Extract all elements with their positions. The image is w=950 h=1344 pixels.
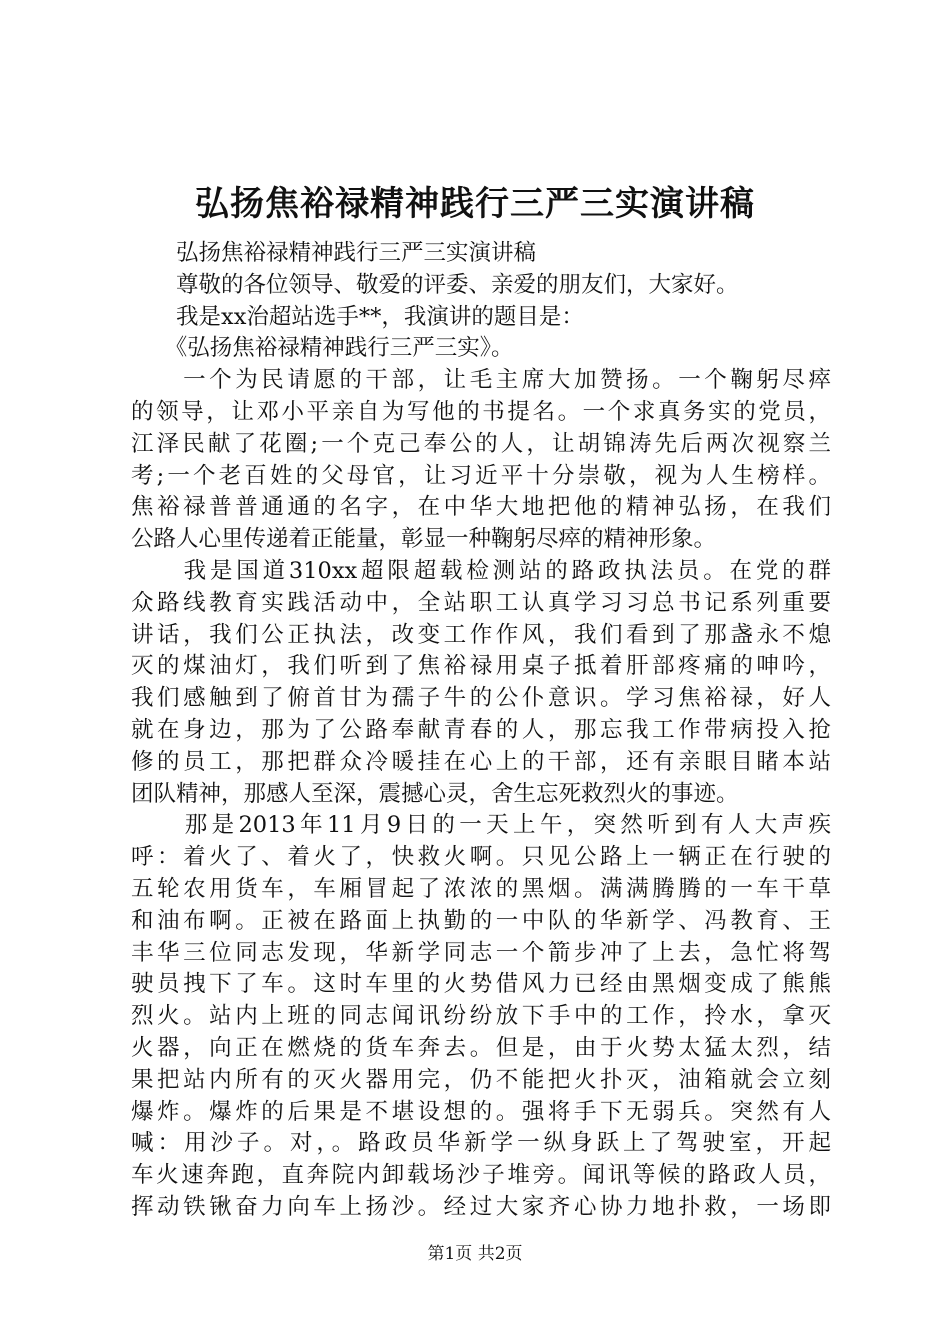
body-line: 五轮农用货车，车厢冒起了浓浓的黑烟。满满腾腾的一车干草 bbox=[131, 875, 831, 902]
body-line: 考;一个老百姓的父母官，让习近平十分崇敬，视为人生榜样。 bbox=[131, 462, 831, 489]
body-line: 修的员工，那把群众冷暖挂在心上的干部，还有亲眼目睹本站 bbox=[131, 748, 831, 775]
body-line: 我是xx治超站选手**，我演讲的题目是： bbox=[131, 303, 584, 330]
body-line: 一个为民请愿的干部，让毛主席大加赞扬。一个鞠躬尽瘁 bbox=[131, 367, 831, 394]
body-line: 火器，向正在燃烧的货车奔去。但是，由于火势太猛太烈，结 bbox=[131, 1034, 831, 1061]
body-line: 团队精神，那感人至深，震撼心灵，舍生忘死救烈火的事迹。 bbox=[131, 780, 739, 807]
body-line: 我是国道310xx超限超载检测站的路政执法员。在党的群 bbox=[131, 557, 831, 584]
body-line: 喊：用沙子。对，。路政员华新学一纵身跃上了驾驶室，开起 bbox=[131, 1130, 831, 1157]
body-line: 驶员拽下了车。这时车里的火势借风力已经由黑烟变成了熊熊 bbox=[131, 971, 831, 998]
body-line: 灭的煤油灯，我们听到了焦裕禄用桌子抵着肝部疼痛的呻吟， bbox=[131, 653, 831, 680]
document-body bbox=[131, 238, 831, 1224]
body-line: 爆炸。爆炸的后果是不堪设想的。强将手下无弱兵。突然有人 bbox=[131, 1098, 831, 1125]
body-line: 焦裕禄普普通通的名字，在中华大地把他的精神弘扬，在我们 bbox=[131, 494, 831, 521]
body-line: 众路线教育实践活动中，全站职工认真学习习总书记系列重要 bbox=[131, 589, 831, 616]
body-line: 《弘扬焦裕禄精神践行三严三实》。 bbox=[131, 335, 514, 362]
body-line: 我们感触到了俯首甘为孺子牛的公仆意识。学习焦裕禄，好人 bbox=[131, 685, 831, 712]
body-line: 江泽民献了花圈;一个克己奉公的人，让胡锦涛先后两次视察兰 bbox=[131, 430, 831, 457]
body-line: 丰华三位同志发现，华新学同志一个箭步冲了上去，急忙将驾 bbox=[131, 939, 831, 966]
body-line: 就在身边，那为了公路奉献青春的人，那忘我工作带病投入抢 bbox=[131, 716, 831, 743]
body-line: 挥动铁锹奋力向车上扬沙。经过大家齐心协力地扑救，一场即 bbox=[131, 1193, 831, 1220]
body-line: 果把站内所有的灭火器用完，仍不能把火扑灭，油箱就会立刻 bbox=[131, 1066, 831, 1093]
body-line: 呼：着火了、着火了，快救火啊。只见公路上一辆正在行驶的 bbox=[131, 844, 831, 871]
body-line: 那是2013年11月9日的一天上午，突然听到有人大声疾 bbox=[131, 812, 831, 839]
body-line: 尊敬的各位领导、敬爱的评委、亲爱的朋友们，大家好。 bbox=[131, 271, 739, 298]
body-line: 讲话，我们公正执法，改变工作作风，我们看到了那盏永不熄 bbox=[131, 621, 831, 648]
page-footer: 第1页 共2页 bbox=[427, 1244, 523, 1264]
body-line: 弘扬焦裕禄精神践行三严三实演讲稿 bbox=[131, 240, 537, 266]
body-line: 和油布啊。正被在路面上执勤的一中队的华新学、冯教育、王 bbox=[131, 907, 831, 934]
body-line: 公路人心里传递着正能量，彰显一种鞠躬尽瘁的精神形象。 bbox=[131, 526, 717, 553]
body-line: 车火速奔跑，直奔院内卸载场沙子堆旁。闻讯等候的路政人员， bbox=[131, 1162, 831, 1189]
body-line: 烈火。站内上班的同志闻讯纷纷放下手中的工作，拎水，拿灭 bbox=[131, 1003, 831, 1030]
body-line: 的领导，让邓小平亲自为写他的书提名。一个求真务实的党员， bbox=[131, 398, 831, 425]
document-title: 弘扬焦裕禄精神践行三严三实演讲稿 bbox=[195, 184, 755, 224]
